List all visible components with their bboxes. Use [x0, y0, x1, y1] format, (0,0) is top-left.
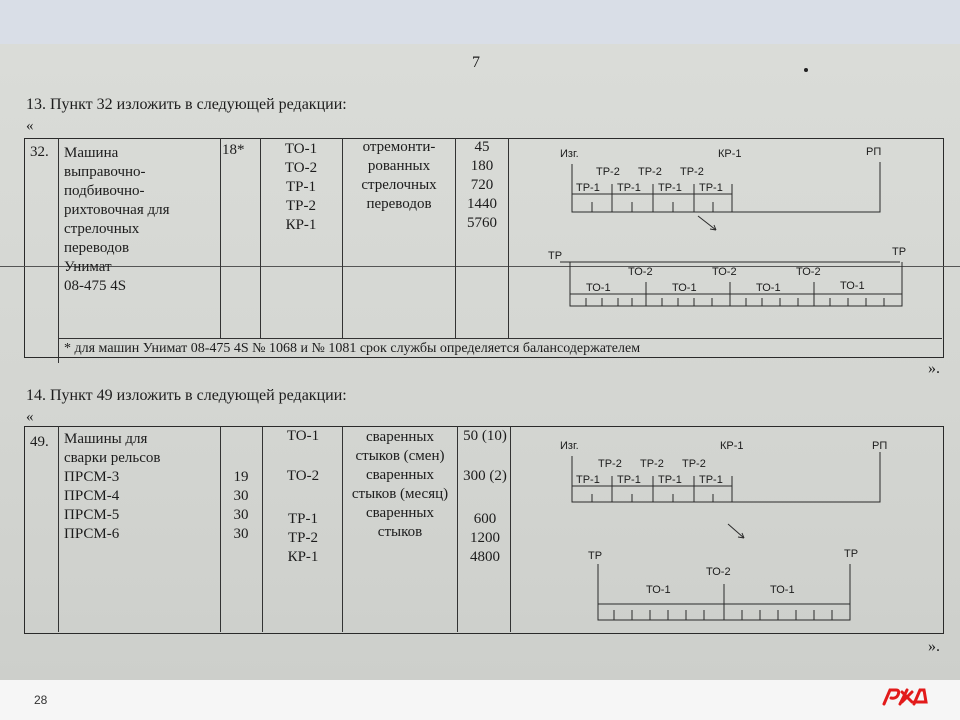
d1-kr: КР-1	[718, 148, 742, 160]
type-to2: ТО-2	[286, 468, 320, 484]
d2-to2: ТО-2	[706, 566, 731, 578]
slide-footer	[0, 680, 960, 720]
d1-tr-left: ТР	[548, 250, 563, 262]
d2-tr1: ТР-1	[658, 474, 682, 486]
open-quote-2: «	[26, 409, 34, 425]
value-tr-kr: 600 1200 4800	[470, 511, 500, 565]
d1-tr2: ТР-2	[638, 166, 662, 178]
machine-counts: 19 30 30 30	[233, 469, 249, 542]
section-14-heading: 14. Пункт 49 изложить в следующей редакции:	[26, 387, 347, 404]
d2-kr: КР-1	[720, 440, 744, 452]
service-values: 45 180 720 1440 5760	[467, 139, 497, 231]
d1-tr1: ТР-1	[658, 182, 682, 194]
slide-number: 28	[34, 693, 48, 707]
machine-name-2: Машины для сварки рельсов ПРСМ-3 ПРСМ-4 ПРСМ-5 ПРСМ-6	[64, 431, 161, 542]
d1-tr2: ТР-2	[596, 166, 620, 178]
machine-count: 18*	[222, 142, 245, 158]
row-number-2: 49.	[30, 434, 49, 450]
d2-tr1: ТР-1	[617, 474, 641, 486]
d1-to2: ТО-2	[796, 266, 821, 278]
scanned-document	[0, 44, 960, 680]
d1-rp: РП	[866, 146, 882, 158]
d1-tr1: ТР-1	[699, 182, 723, 194]
rzd-logo	[880, 686, 932, 713]
d2-rp: РП	[872, 440, 888, 452]
d2-tr2: ТР-2	[598, 458, 622, 470]
d1-to2: ТО-2	[712, 266, 737, 278]
d2-tr-right: ТР	[844, 548, 859, 560]
close-quote-2: ».	[928, 638, 940, 655]
d2-tr2: ТР-2	[682, 458, 706, 470]
open-quote: «	[26, 118, 34, 134]
d1-to1: ТО-1	[672, 282, 697, 294]
section-13-heading: 13. Пункт 32 изложить в следующей редакции:	[26, 96, 347, 113]
d2-tr1: ТР-1	[576, 474, 600, 486]
top-bar	[0, 0, 960, 44]
page-number: 7	[472, 54, 480, 71]
d1-to1: ТО-1	[756, 282, 781, 294]
d1-to2: ТО-2	[628, 266, 653, 278]
d1-tr1: ТР-1	[617, 182, 641, 194]
d1-tr2: ТР-2	[680, 166, 704, 178]
unit-text: отремонти- рованных стрелочных переводов	[361, 139, 437, 212]
footnote: * для машин Унимат 08-475 4S № 1068 и № 1081 срок службы определяется балансодержателем	[64, 341, 641, 356]
unit-text-2: сваренных стыков (смен) сваренных стыков (месяц) сваренных стыков	[351, 429, 449, 540]
maintenance-types: ТО-1 ТО-2 ТР-1 ТР-2 КР-1	[284, 141, 318, 233]
d2-tr1: ТР-1	[699, 474, 723, 486]
type-tr-kr: ТР-1 ТР-2 КР-1	[287, 511, 319, 565]
d2-tr2: ТР-2	[640, 458, 664, 470]
d2-izg: Изг.	[560, 440, 579, 452]
d2-to1: ТО-1	[646, 584, 671, 596]
d1-to1: ТО-1	[840, 280, 865, 292]
close-quote: ».	[928, 360, 940, 377]
d2-to1: ТО-1	[770, 584, 795, 596]
value-to1: 50 (10)	[463, 428, 507, 444]
d1-tr1: ТР-1	[576, 182, 600, 194]
d2-tr-left: ТР	[588, 550, 603, 562]
row-number: 32.	[30, 144, 49, 160]
machine-name: Машина выправочно- подбивочно- рихтовочная для стрелочных переводов Унимат 08-475 4S	[64, 145, 170, 294]
value-to2: 300 (2)	[463, 468, 507, 484]
d1-to1: ТО-1	[586, 282, 611, 294]
type-to1: ТО-1	[286, 428, 320, 444]
d1-tr-right: ТР	[892, 246, 907, 258]
d1-izg: Изг.	[560, 148, 579, 160]
